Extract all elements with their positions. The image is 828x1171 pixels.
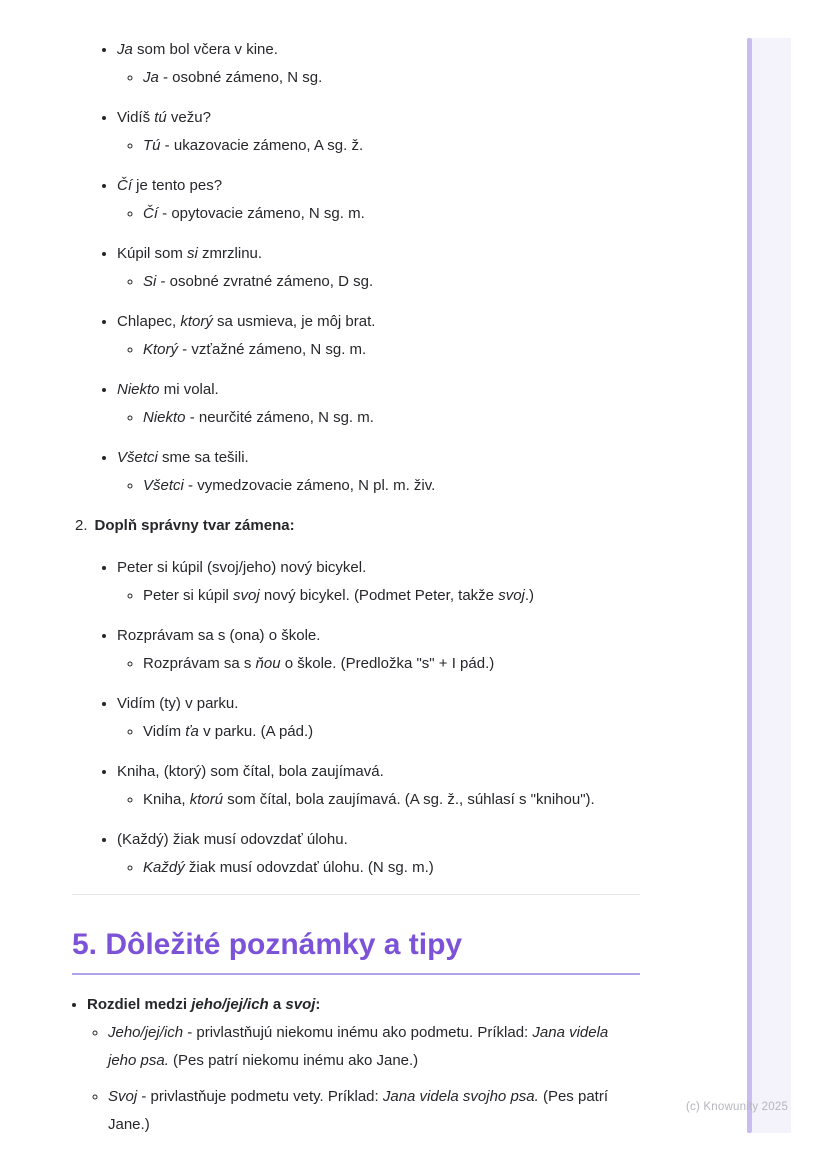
list-item xyxy=(117,622,640,678)
copyright: (c) Knowunity 2025 xyxy=(686,1101,789,1113)
exercise2-title: Doplň správny tvar zámena: xyxy=(94,517,295,534)
page-divider-line xyxy=(747,38,752,1133)
note-item xyxy=(87,991,640,1139)
answer: ◦ Niekto - neurčité zámeno, N sg. m. xyxy=(143,409,374,426)
list-item xyxy=(117,36,640,92)
list-item xyxy=(117,690,640,746)
sentence: • (Každý) žiak musí odovzdať úlohu. xyxy=(117,831,348,848)
note-text: ◦ Svoj - privlastňuje podmetu vety. Príklad: Jana videla svojho psa. (Pes patrí Jane.) xyxy=(108,1088,608,1133)
answer-sublist xyxy=(117,200,640,228)
sentence: • Chlapec, ktorý sa usmieva, je môj brat. xyxy=(117,313,376,330)
answer-sublist xyxy=(117,336,640,364)
answer-sublist xyxy=(117,650,640,678)
answer-sublist xyxy=(117,472,640,500)
answer-item xyxy=(143,472,640,500)
answer-item xyxy=(143,650,640,678)
list-item xyxy=(117,826,640,882)
list-item xyxy=(117,554,640,610)
note-sublist xyxy=(87,1019,640,1139)
answer-item xyxy=(143,64,640,92)
answer-item xyxy=(143,854,640,882)
exercise2-list xyxy=(72,554,640,882)
note-text: ◦ Jeho/jej/ich - privlastňujú niekomu inému ako podmetu. Príklad: Jana videla jeho psa. (Pes patrí niekomu inému ako Jane.) xyxy=(108,1024,609,1069)
answer: ◦ Všetci - vymedzovacie zámeno, N pl. m. živ. xyxy=(143,477,436,494)
list-item xyxy=(117,308,640,364)
answer-item xyxy=(143,336,640,364)
answer-sublist xyxy=(117,132,640,160)
answer: ◦ Vidím ťa v parku. (A pád.) xyxy=(143,723,314,740)
exercise2-number: 2. xyxy=(75,517,88,534)
answer-sublist xyxy=(117,854,640,882)
answer-item xyxy=(143,786,640,814)
answer-sublist xyxy=(117,718,640,746)
next-page-edge xyxy=(752,38,791,1133)
sentence: • Všetci sme sa tešili. xyxy=(117,449,249,466)
section-heading: 5. Dôležité poznámky a tipy xyxy=(72,926,640,975)
list-item xyxy=(117,172,640,228)
answer-sublist xyxy=(117,404,640,432)
list-item xyxy=(117,376,640,432)
answer: ◦ Rozprávam sa s ňou o škole. (Predložka "s" + I pád.) xyxy=(143,655,495,672)
list-item xyxy=(117,444,640,500)
note-sub-item xyxy=(108,1083,640,1139)
answer: ◦ Si - osobné zvratné zámeno, D sg. xyxy=(143,273,374,290)
sentence: • Peter si kúpil (svoj/jeho) nový bicykel. xyxy=(117,559,367,576)
answer-item xyxy=(143,404,640,432)
document-content xyxy=(72,36,640,1147)
answer-sublist xyxy=(117,786,640,814)
sentence: • Ja som bol včera v kine. xyxy=(117,41,278,58)
sentence: • Rozprávam sa s (ona) o škole. xyxy=(117,627,321,644)
answer: ◦ Tú - ukazovacie zámeno, A sg. ž. xyxy=(143,137,364,154)
list-item xyxy=(117,104,640,160)
answer: ◦ Peter si kúpil svoj nový bicykel. (Podmet Peter, takže svoj.) xyxy=(143,587,535,604)
exercise1-list xyxy=(72,36,640,500)
list-item xyxy=(117,758,640,814)
answer: ◦ Ktorý - vzťažné zámeno, N sg. m. xyxy=(143,341,367,358)
sentence: • Kniha, (ktorý) som čítal, bola zaujímavá. xyxy=(117,763,384,780)
answer-item xyxy=(143,132,640,160)
answer-sublist xyxy=(117,268,640,296)
answer: ◦ Kniha, ktorú som čítal, bola zaujímavá. (A sg. ž., súhlasí s "knihou"). xyxy=(143,791,595,808)
sentence: • Kúpil som si zmrzlinu. xyxy=(117,245,263,262)
notes-list xyxy=(72,991,640,1139)
answer-item xyxy=(143,718,640,746)
answer-sublist xyxy=(117,582,640,610)
list-item xyxy=(117,240,640,296)
sentence: • Vidíš tú vežu? xyxy=(117,109,211,126)
sentence: • Čí je tento pes? xyxy=(117,177,223,194)
answer-item xyxy=(143,200,640,228)
exercise2-heading xyxy=(72,512,640,540)
answer: ◦ Ja - osobné zámeno, N sg. xyxy=(143,69,323,86)
section-divider xyxy=(72,894,640,895)
answer-item xyxy=(143,582,640,610)
answer: ◦ Čí - opytovacie zámeno, N sg. m. xyxy=(143,205,365,222)
answer: ◦ Každý žiak musí odovzdať úlohu. (N sg. m.) xyxy=(143,859,434,876)
answer-sublist xyxy=(117,64,640,92)
note-title: • Rozdiel medzi jeho/jej/ich a svoj: xyxy=(87,996,321,1013)
answer-item xyxy=(143,268,640,296)
note-sub-item xyxy=(108,1019,640,1075)
sentence: • Vidím (ty) v parku. xyxy=(117,695,239,712)
sentence: • Niekto mi volal. xyxy=(117,381,219,398)
